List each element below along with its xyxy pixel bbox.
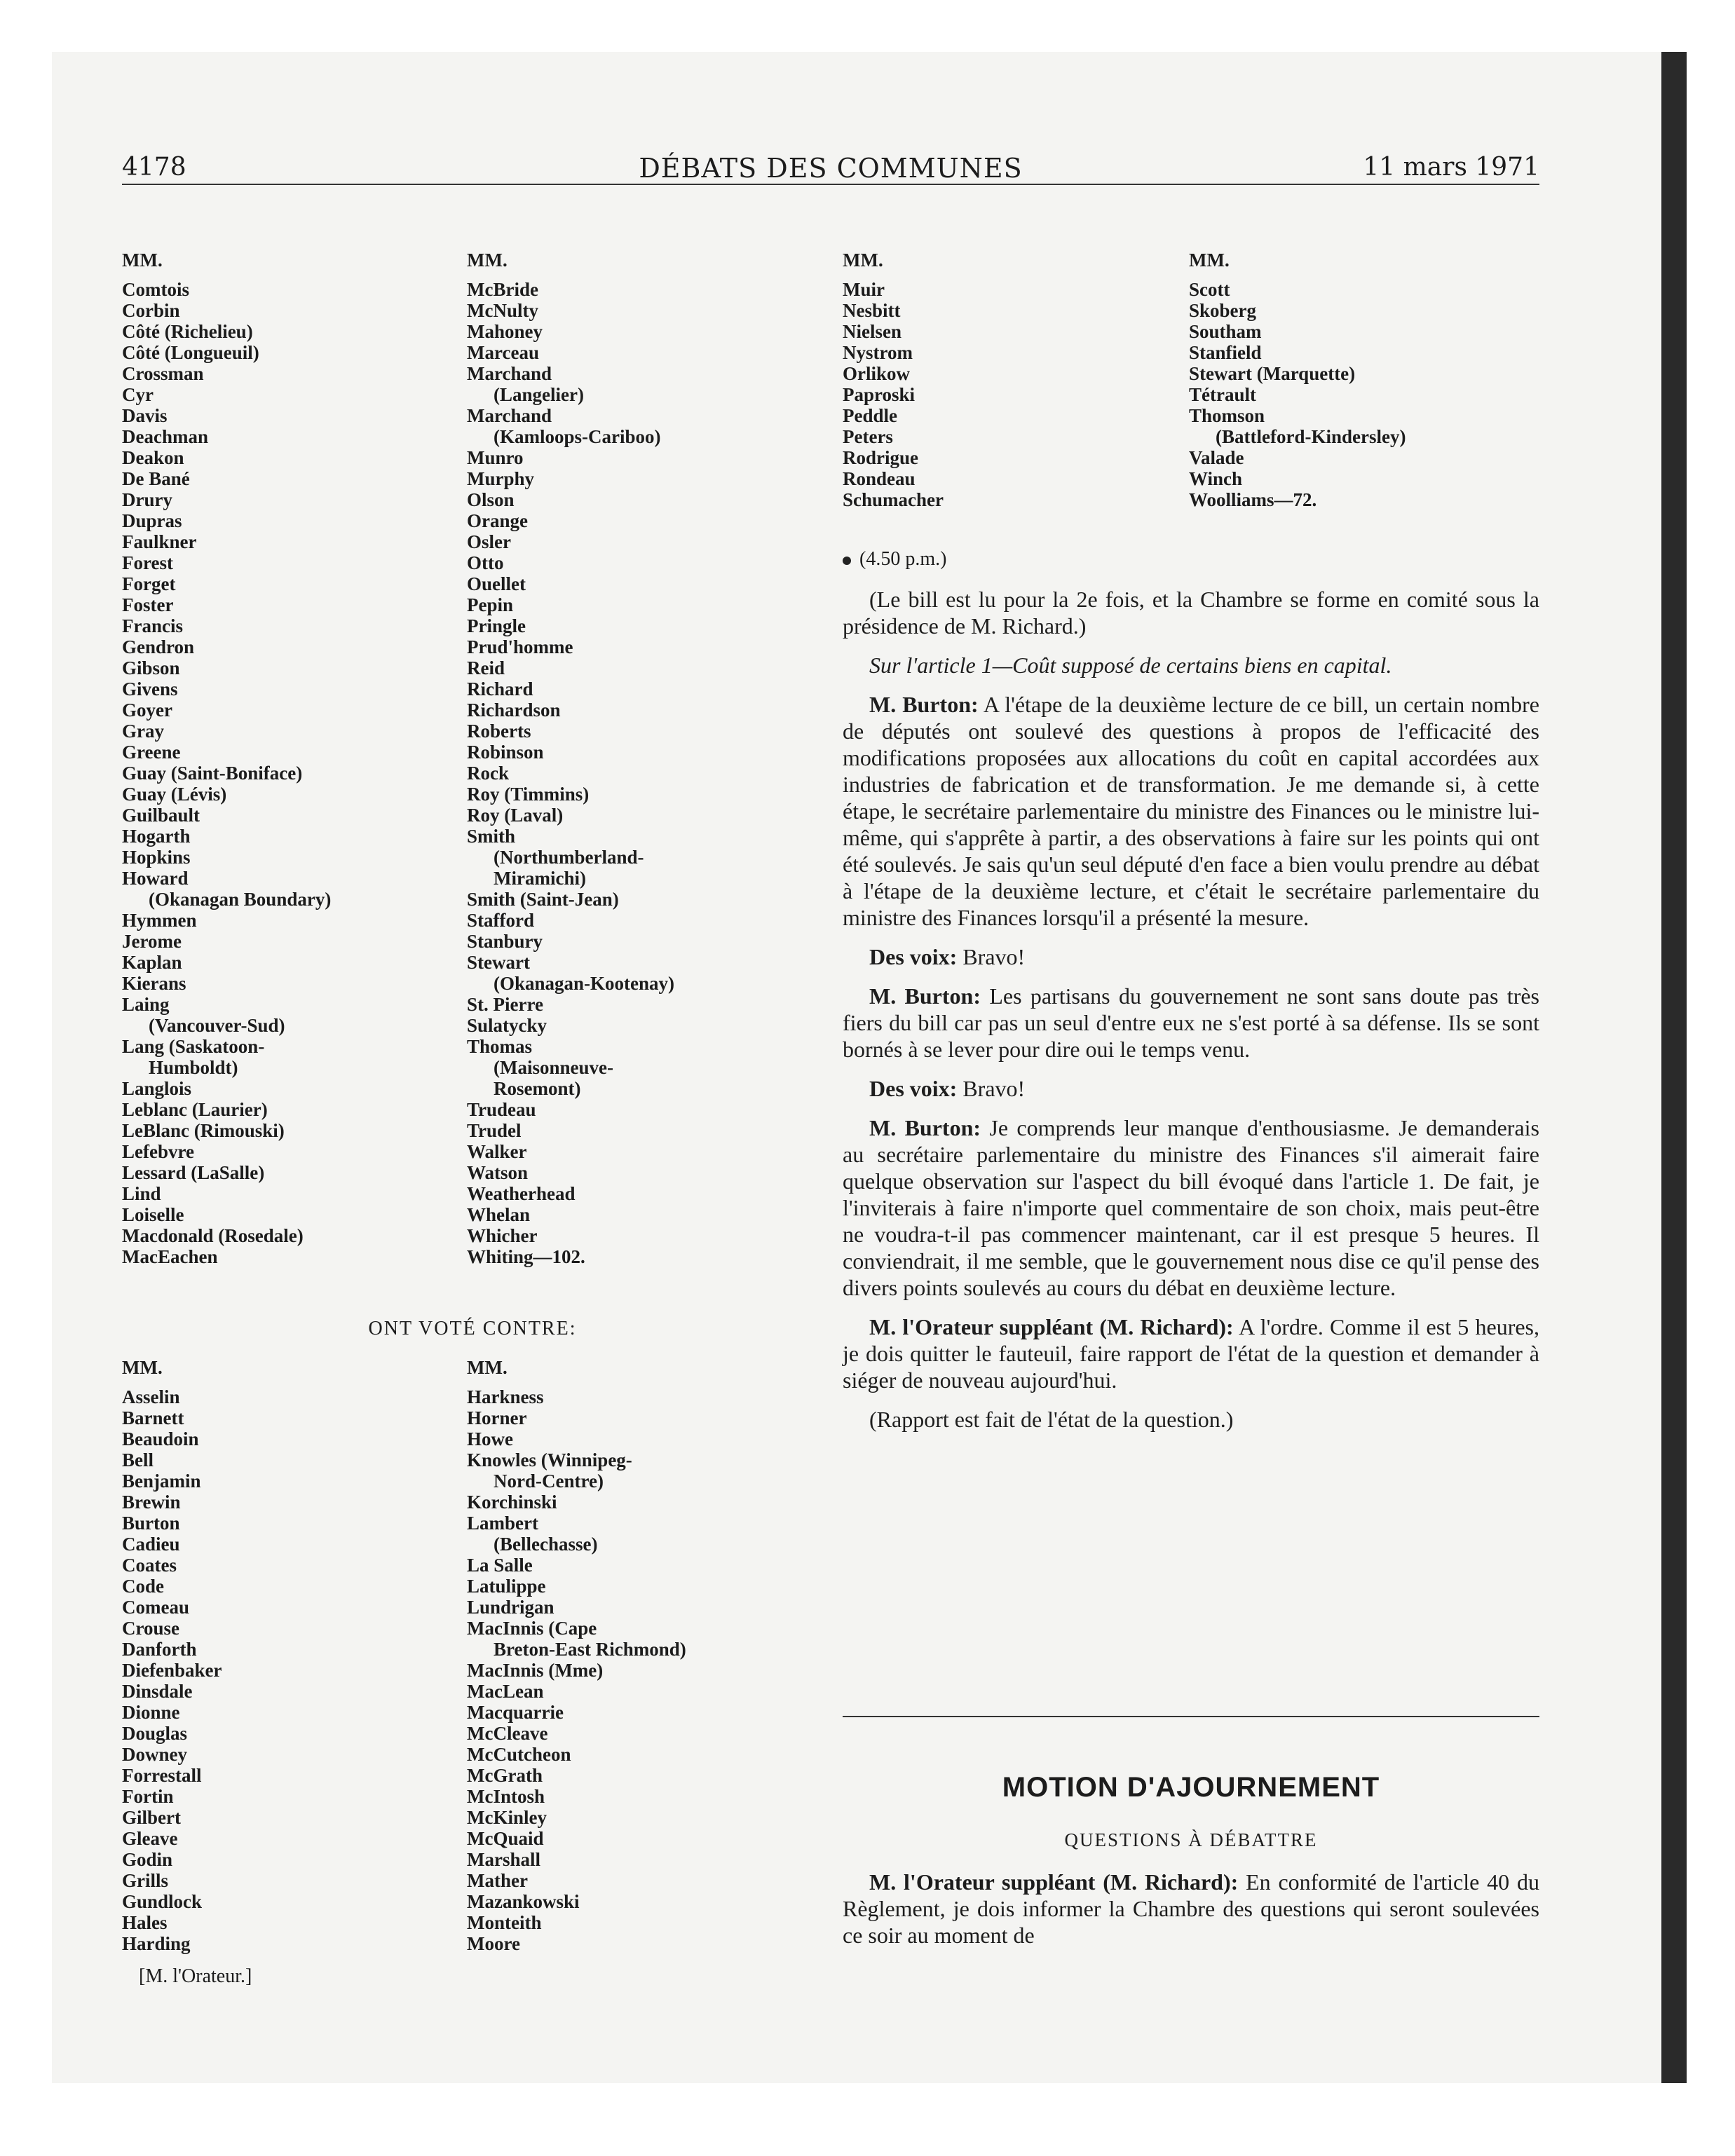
contre-column-1: [122, 1357, 222, 1954]
member-name: Corbin: [122, 300, 180, 321]
member-name: Langlois: [122, 1078, 192, 1099]
member-name: Pringle: [467, 615, 526, 636]
member-name: Drury: [122, 489, 172, 510]
member-name: Nord-Centre): [494, 1471, 604, 1492]
member-name: Dionne: [122, 1702, 180, 1723]
member-name: Nielsen: [843, 321, 901, 342]
member-name: Marshall: [467, 1849, 540, 1870]
pour-column-3: [843, 250, 944, 510]
member-name: Hymmen: [122, 910, 197, 931]
paragraph: [843, 1114, 1539, 1301]
member-name: Godin: [122, 1849, 173, 1870]
member-name: Goyer: [122, 700, 172, 721]
member-name: Rosemont): [494, 1078, 581, 1099]
member-name: La Salle: [467, 1555, 533, 1576]
member-name: Orlikow: [843, 363, 911, 384]
member-name: Moore: [467, 1933, 520, 1954]
member-name: Howe: [467, 1428, 513, 1449]
member-name: Latulippe: [467, 1576, 546, 1597]
member-name: Roberts: [467, 721, 531, 742]
member-name: Downey: [122, 1744, 187, 1765]
member-name: Bell: [122, 1449, 154, 1471]
column-heading: MM.: [122, 1357, 163, 1378]
member-name: LeBlanc (Rimouski): [122, 1120, 285, 1141]
member-name: Gibson: [122, 657, 180, 678]
member-name: (Bellechasse): [494, 1534, 598, 1555]
member-name: Thomson: [1189, 405, 1265, 426]
member-name: Hales: [122, 1912, 168, 1933]
member-name: Burton: [122, 1513, 180, 1534]
member-name: St. Pierre: [467, 994, 543, 1015]
pour-column-4: [1189, 250, 1406, 510]
member-name: Diefenbaker: [122, 1660, 222, 1681]
member-name: McCutcheon: [467, 1744, 571, 1765]
speaker: M. Burton:: [869, 692, 979, 717]
speech: En conformité de l'article 40 du Règlement, je dois informer la Chambre des questions qui seront soulevées ce soir au moment de: [843, 1869, 1540, 1948]
member-name: Breton-East Richmond): [494, 1639, 686, 1660]
member-name: Lambert: [467, 1513, 538, 1534]
member-name: (Battleford-Kindersley): [1216, 426, 1406, 447]
member-name: Guay (Lévis): [122, 784, 227, 805]
article-text: Sur l'article 1—Coût supposé de certains biens en capital.: [869, 653, 1392, 678]
member-name: Mazankowski: [467, 1891, 580, 1912]
member-name: Forget: [122, 573, 176, 594]
member-name: (Langelier): [494, 384, 584, 405]
column-heading: MM.: [467, 250, 508, 271]
speech: A l'étape de la deuxième lecture de ce bill, un certain nombre de députés ont soulevé des questions à propos de l'efficacité des modifications proposées aux allocations du coût en capital accordées aux industries de fabrication et de transformation. Je me demande si, à cette étape, le secrétaire parlementaire du ministre des Finances ou le ministre lui-même, qui s'apprête à partir, a des observations à faire sur les points qui ont été soulevés. Je sais qu'un seul député d'en face a bien voulu prendre au débat à l'étape de la deuxième lecture, et c'était le secrétaire parlementaire du ministre des Finances lorsqu'il a présenté la mesure.: [843, 692, 1539, 930]
member-name: Guay (Saint-Boniface): [122, 763, 303, 784]
member-name: Lessard (LaSalle): [122, 1162, 265, 1183]
member-name: Monteith: [467, 1912, 542, 1933]
member-name: Greene: [122, 742, 181, 763]
member-name: Davis: [122, 405, 168, 426]
member-name: Smith: [467, 826, 516, 847]
page-number: 4178: [122, 153, 186, 182]
speech: A l'ordre. Comme il est 5 heures, je dois quitter le fauteuil, faire rapport de l'état de la question et demander à siéger de nouveau aujourd'hui.: [843, 1314, 1540, 1393]
member-name: Kierans: [122, 973, 186, 994]
member-name: Watson: [467, 1162, 529, 1183]
member-name: Crouse: [122, 1618, 180, 1639]
member-name: Gleave: [122, 1828, 178, 1849]
member-name: Fortin: [122, 1786, 174, 1807]
paragraph: (Rapport est fait de l'état de la question.): [869, 1407, 1234, 1432]
member-name: Barnett: [122, 1407, 184, 1428]
member-name: Nystrom: [843, 342, 913, 363]
member-name: Peddle: [843, 405, 897, 426]
speaker: Des voix:: [869, 1076, 958, 1101]
member-name: Lefebvre: [122, 1141, 194, 1162]
member-name: Foster: [122, 594, 174, 615]
member-name: (Vancouver-Sud): [149, 1015, 285, 1036]
member-name: Comtois: [122, 279, 189, 300]
page-edge-shadow: [1661, 52, 1687, 2083]
member-name: Gilbert: [122, 1807, 181, 1828]
contre-heading: ONT VOTÉ CONTRE:: [368, 1318, 577, 1339]
paragraph: [843, 1314, 1539, 1393]
member-name: Cadieu: [122, 1534, 180, 1555]
member-name: McGrath: [467, 1765, 543, 1786]
member-name: MacEachen: [122, 1246, 218, 1267]
section-title: MOTION D'AJOURNEMENT: [1002, 1772, 1380, 1803]
member-name: Danforth: [122, 1639, 197, 1660]
member-name: Trudeau: [467, 1099, 536, 1120]
member-name: Stanfield: [1189, 342, 1262, 363]
paragraph: [843, 983, 1539, 1063]
member-name: Stanbury: [467, 931, 543, 952]
member-name: Murphy: [467, 468, 535, 489]
member-name: Côté (Longueuil): [122, 342, 259, 363]
member-name: Walker: [467, 1141, 527, 1162]
member-name: McKinley: [467, 1807, 547, 1828]
member-name: Faulkner: [122, 531, 197, 552]
paragraph: [843, 691, 1539, 931]
paragraph: [843, 1869, 1539, 1949]
member-name: Cyr: [122, 384, 154, 405]
member-name: Lang (Saskatoon-: [122, 1036, 265, 1057]
member-name: MacLean: [467, 1681, 544, 1702]
member-name: Forest: [122, 552, 173, 573]
pour-column-2: [467, 250, 674, 1267]
member-name: Southam: [1189, 321, 1262, 342]
member-name: Kaplan: [122, 952, 182, 973]
section-subtitle: QUESTIONS À DÉBATTRE: [1064, 1829, 1318, 1850]
member-name: Scott: [1189, 279, 1230, 300]
member-name: Trudel: [467, 1120, 522, 1141]
paragraph: [843, 1075, 1539, 1102]
member-name: Marceau: [467, 342, 539, 363]
member-name: Asselin: [122, 1386, 180, 1407]
member-name: (Okanagan Boundary): [149, 889, 332, 910]
section-divider: [843, 1716, 1539, 1717]
time-stamp: [843, 548, 946, 571]
member-name: Roy (Laval): [467, 805, 564, 826]
speech: Bravo!: [957, 1076, 1026, 1101]
contre-column-2: [467, 1357, 686, 1954]
member-name: Code: [122, 1576, 164, 1597]
member-name: Whicher: [467, 1225, 538, 1246]
member-name: Hogarth: [122, 826, 191, 847]
member-name: Coates: [122, 1555, 177, 1576]
member-name: Woolliams—72.: [1189, 489, 1317, 510]
paragraph: [843, 943, 1539, 970]
member-name: (Okanagan-Kootenay): [494, 973, 675, 994]
speaker: M. l'Orateur suppléant (M. Richard):: [869, 1869, 1239, 1895]
member-name: Dinsdale: [122, 1681, 193, 1702]
member-name: Ouellet: [467, 573, 526, 594]
member-name: MacInnis (Cape: [467, 1618, 597, 1639]
member-name: Winch: [1189, 468, 1243, 489]
member-name: Prud'homme: [467, 636, 573, 657]
member-name: Grills: [122, 1870, 168, 1891]
member-name: Rock: [467, 763, 509, 784]
member-name: Guilbault: [122, 805, 200, 826]
proceedings-text: [843, 586, 1539, 1445]
member-name: Benjamin: [122, 1471, 201, 1492]
paragraph: (Le bill est lu pour la 2e fois, et la Chambre se forme en comité sous la présidence de M. Richard.): [843, 587, 1539, 639]
member-name: McIntosh: [467, 1786, 545, 1807]
member-name: Dupras: [122, 510, 182, 531]
column-heading: MM.: [122, 250, 163, 271]
page-date: 11 mars 1971: [1363, 153, 1539, 182]
member-name: Stewart: [467, 952, 530, 973]
member-name: Munro: [467, 447, 524, 468]
member-name: De Bané: [122, 468, 190, 489]
member-name: McBride: [467, 279, 538, 300]
column-heading: MM.: [1189, 250, 1230, 271]
member-name: Leblanc (Laurier): [122, 1099, 268, 1120]
member-name: Sulatycky: [467, 1015, 547, 1036]
speaker: M. Burton:: [869, 983, 981, 1009]
member-name: Roy (Timmins): [467, 784, 590, 805]
member-name: Gendron: [122, 636, 195, 657]
member-name: Miramichi): [494, 868, 586, 889]
member-name: (Northumberland-: [494, 847, 644, 868]
member-name: Côté (Richelieu): [122, 321, 253, 342]
member-name: Harding: [122, 1933, 191, 1954]
member-name: Tétrault: [1189, 384, 1256, 405]
page-title: DÉBATS DES COMMUNES: [639, 153, 1023, 184]
member-name: MacInnis (Mme): [467, 1660, 604, 1681]
column-heading: MM.: [467, 1357, 508, 1378]
member-name: Deachman: [122, 426, 208, 447]
member-name: Osler: [467, 531, 511, 552]
member-name: Richardson: [467, 700, 561, 721]
member-name: Robinson: [467, 742, 544, 763]
member-name: Jerome: [122, 931, 182, 952]
member-name: Reid: [467, 657, 505, 678]
member-name: Horner: [467, 1407, 527, 1428]
member-name: Givens: [122, 678, 178, 700]
time-text: (4.50 p.m.): [859, 548, 947, 570]
member-name: Brewin: [122, 1492, 181, 1513]
section-text: [843, 1869, 1539, 1949]
speech: Les partisans du gouvernement ne sont sans doute pas très fiers du bill car pas un seul d'entre eux ne s'est porté à sa défense. Ils se sont bornés à se lever pour dire oui le temps venu.: [843, 983, 1540, 1062]
member-name: McNulty: [467, 300, 538, 321]
bullet-icon: [843, 557, 851, 565]
member-name: Humboldt): [149, 1057, 238, 1078]
member-name: Mather: [467, 1870, 528, 1891]
member-name: Rondeau: [843, 468, 916, 489]
speaker: M. Burton:: [869, 1115, 981, 1140]
member-name: Knowles (Winnipeg-: [467, 1449, 632, 1471]
member-name: McQuaid: [467, 1828, 544, 1849]
pour-column-1: [122, 250, 331, 1267]
member-name: Skoberg: [1189, 300, 1257, 321]
member-name: Harkness: [467, 1386, 544, 1407]
member-name: Marchand: [467, 405, 552, 426]
column-heading: MM.: [843, 250, 883, 271]
member-name: Orange: [467, 510, 528, 531]
member-name: Stafford: [467, 910, 534, 931]
member-name: Rodrigue: [843, 447, 918, 468]
member-name: Schumacher: [843, 489, 944, 510]
member-name: Gray: [122, 721, 164, 742]
member-name: Hopkins: [122, 847, 191, 868]
member-name: Richard: [467, 678, 533, 700]
paragraph: [843, 652, 1539, 678]
member-name: Francis: [122, 615, 183, 636]
member-name: Mahoney: [467, 321, 543, 342]
member-name: Loiselle: [122, 1204, 184, 1225]
member-name: Deakon: [122, 447, 184, 468]
member-name: (Maisonneuve-: [494, 1057, 613, 1078]
member-name: Olson: [467, 489, 515, 510]
member-name: Lind: [122, 1183, 161, 1204]
member-name: Howard: [122, 868, 189, 889]
member-name: Marchand: [467, 363, 552, 384]
member-name: Otto: [467, 552, 504, 573]
member-name: Gundlock: [122, 1891, 203, 1912]
member-name: Valade: [1189, 447, 1244, 468]
member-name: Beaudoin: [122, 1428, 199, 1449]
member-name: Korchinski: [467, 1492, 557, 1513]
orateur-note: [M. l'Orateur.]: [139, 1965, 252, 1987]
member-name: Stewart (Marquette): [1189, 363, 1356, 384]
speaker: Des voix:: [869, 944, 958, 969]
header-rule: [122, 184, 1539, 185]
member-name: Thomas: [467, 1036, 533, 1057]
member-name: Macquarrie: [467, 1702, 564, 1723]
member-name: Nesbitt: [843, 300, 901, 321]
speaker: M. l'Orateur suppléant (M. Richard):: [869, 1314, 1234, 1339]
member-name: McCleave: [467, 1723, 548, 1744]
member-name: Macdonald (Rosedale): [122, 1225, 304, 1246]
member-name: Paproski: [843, 384, 916, 405]
member-name: Weatherhead: [467, 1183, 576, 1204]
member-name: Peters: [843, 426, 893, 447]
member-name: Lundrigan: [467, 1597, 554, 1618]
member-name: Crossman: [122, 363, 204, 384]
member-name: Muir: [843, 279, 885, 300]
speech: Bravo!: [957, 944, 1026, 969]
member-name: Douglas: [122, 1723, 188, 1744]
member-name: Comeau: [122, 1597, 189, 1618]
speech: Je comprends leur manque d'enthousiasme. Je demanderais au secrétaire parlementaire du ministre des Finances s'il aimerait faire quelque observation sur l'aspect du bill évoqué dans l'article 1. De fait, je l'inviterais à faire n'importe quel commentaire de son choix, mais peut-être ne voudra-t-il pas commencer maintenant, car il est presque 5 heures. Il conviendrait, il me semble, que le gouvernement nous dise ce qu'il pense des divers points soulevés au cours du débat en deuxième lecture.: [843, 1115, 1540, 1300]
member-name: Whelan: [467, 1204, 531, 1225]
member-name: (Kamloops-Cariboo): [494, 426, 661, 447]
member-name: Forrestall: [122, 1765, 202, 1786]
member-name: Smith (Saint-Jean): [467, 889, 619, 910]
member-name: Whiting—102.: [467, 1246, 585, 1267]
member-name: Laing: [122, 994, 170, 1015]
member-name: Pepin: [467, 594, 514, 615]
